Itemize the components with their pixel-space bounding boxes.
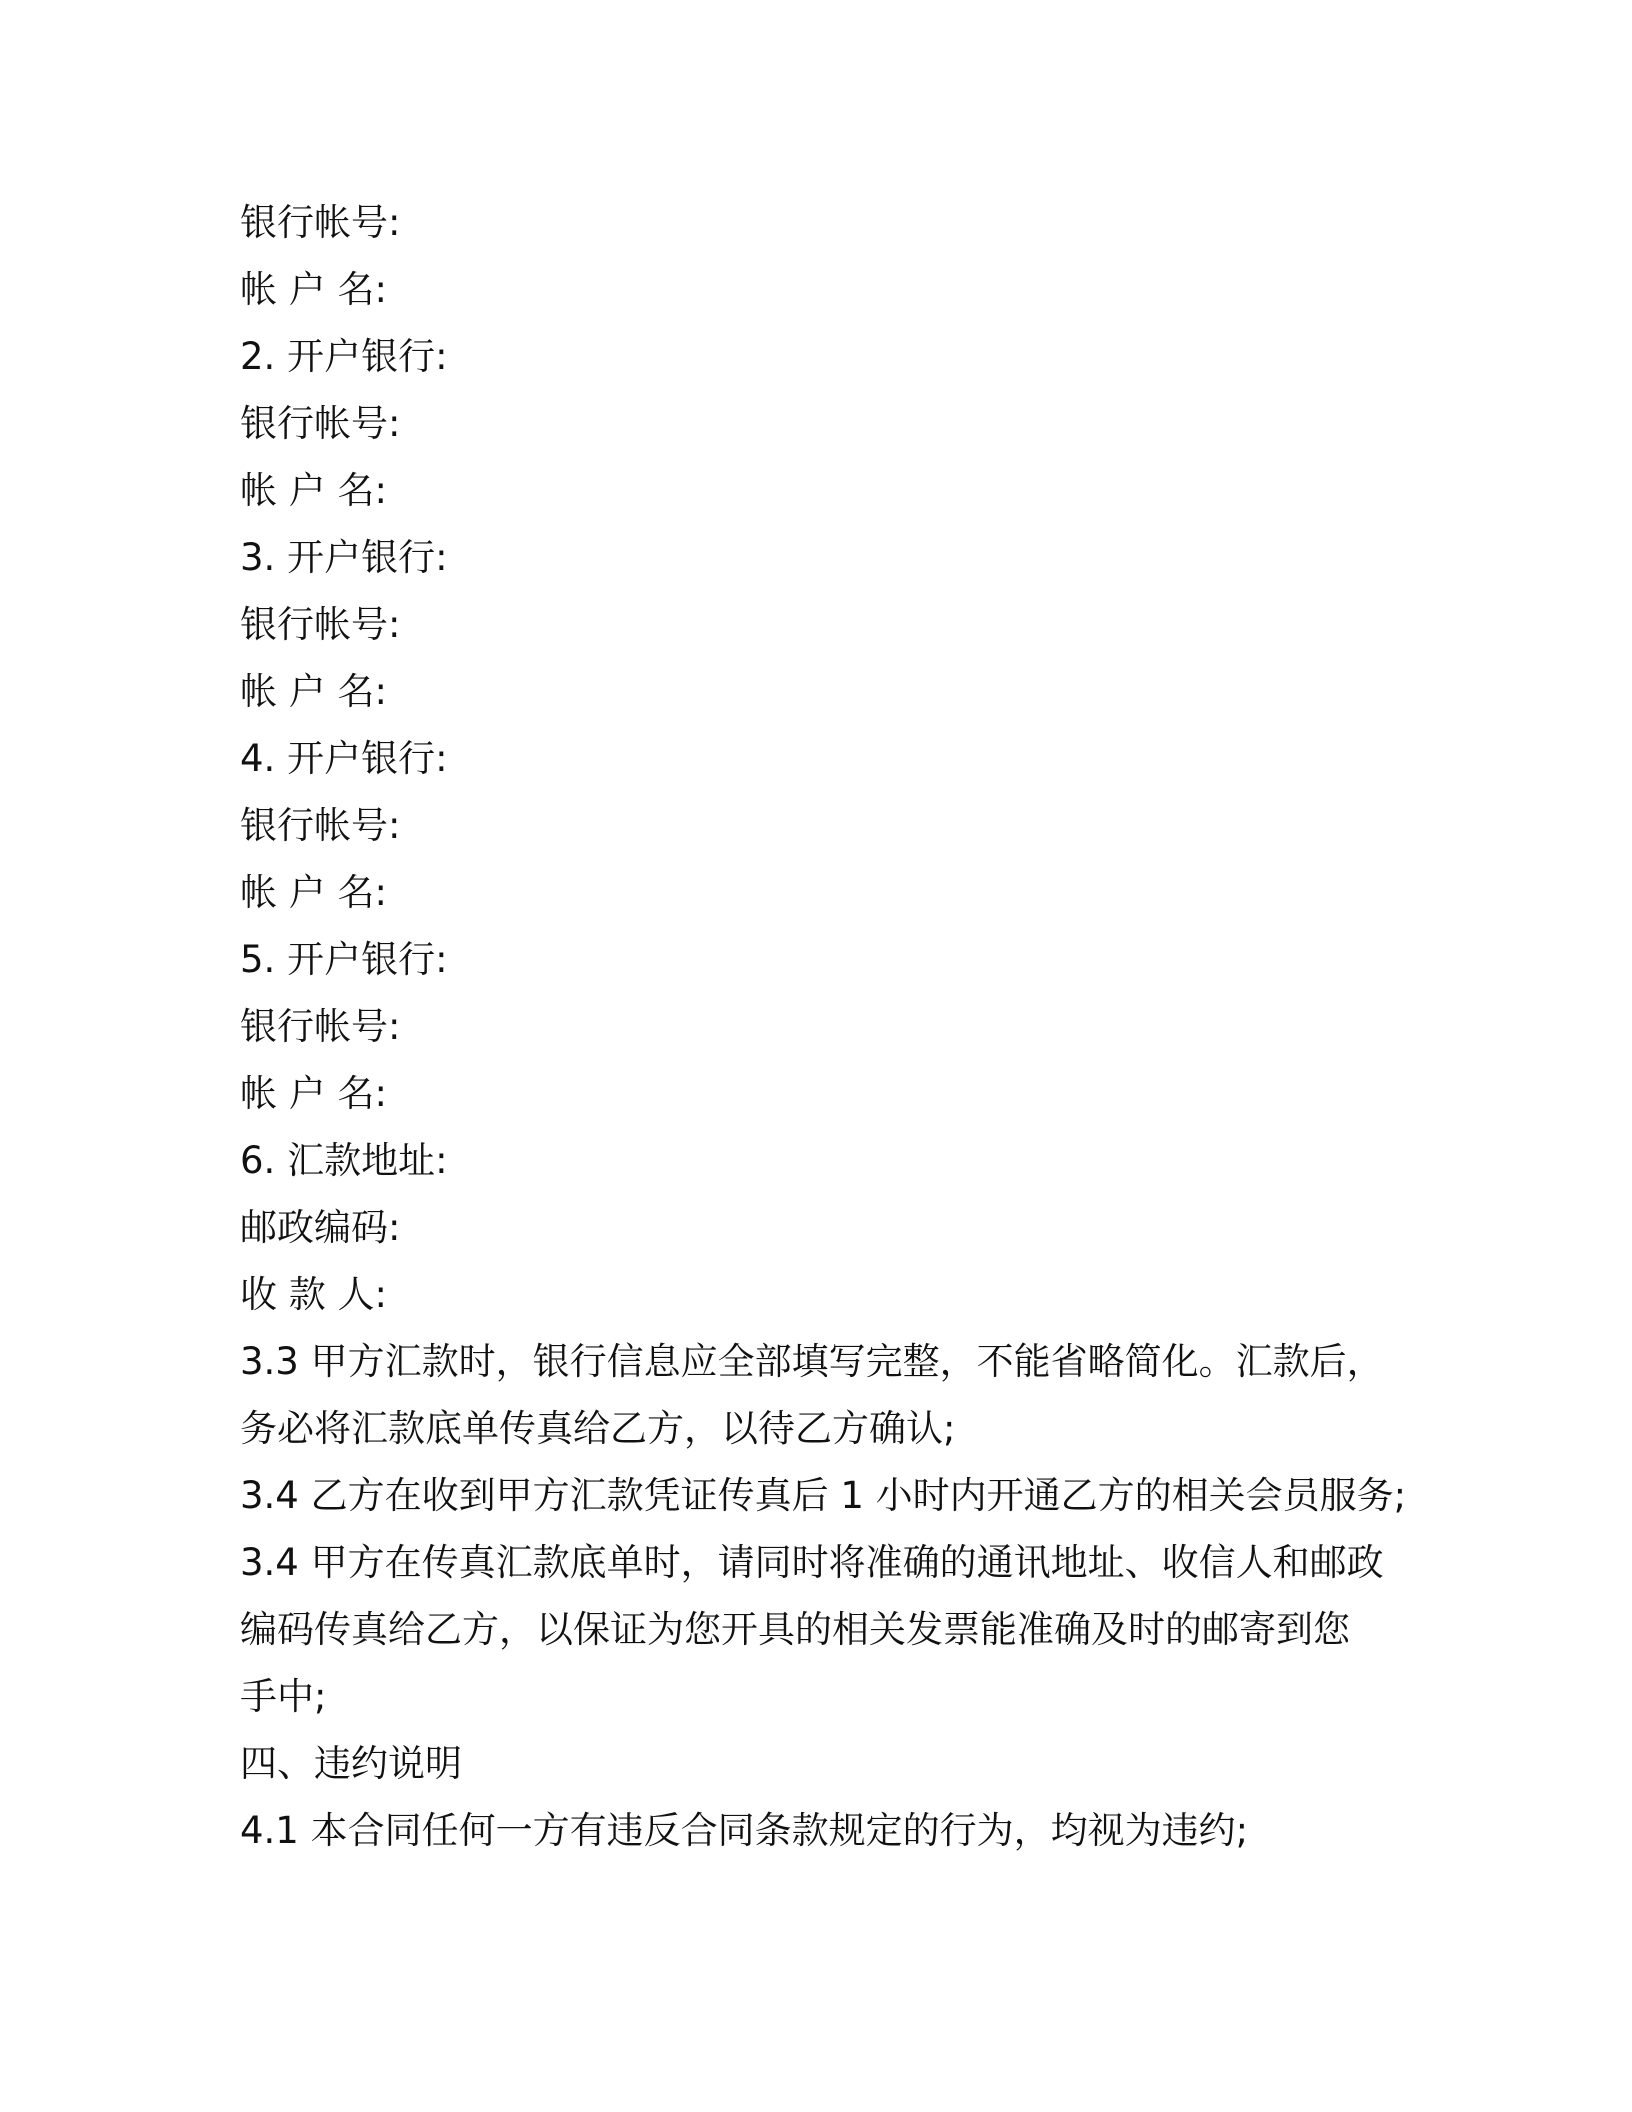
bank-account-label-4: 银行帐号: [240, 804, 401, 847]
clause-3-3-line-2: 务必将汇款底单传真给乙方，以待乙方确认; [240, 1407, 956, 1450]
account-name-label-4: 帐 户 名: [240, 871, 387, 914]
clause-3-4-b-line-2: 编码传真给乙方，以保证为您开具的相关发票能准确及时的邮寄到您 [240, 1608, 1350, 1651]
account-name-label-1: 帐 户 名: [240, 268, 387, 311]
clause-3-4-a: 3.4 乙方在收到甲方汇款凭证传真后 1 小时内开通乙方的相关会员服务; [240, 1474, 1407, 1517]
document-body [240, 189, 1420, 1864]
clause-3-3-line-1: 3.3 甲方汇款时，银行信息应全部填写完整，不能省略简化。汇款后， [240, 1340, 1384, 1383]
opening-bank-label-4: 4. 开户银行: [240, 737, 448, 780]
opening-bank-label-3: 3. 开户银行: [240, 536, 448, 579]
bank-account-label-5: 银行帐号: [240, 1005, 401, 1048]
bank-account-label-2: 银行帐号: [240, 402, 401, 445]
clause-4-1: 4.1 本合同任何一方有违反合同条款规定的行为，均视为违约; [240, 1809, 1249, 1852]
account-name-label-3: 帐 户 名: [240, 670, 387, 713]
opening-bank-label-5: 5. 开户银行: [240, 938, 448, 981]
clause-3-4-b-line-1: 3.4 甲方在传真汇款底单时，请同时将准确的通讯地址、收信人和邮政 [240, 1541, 1384, 1584]
account-name-label-5: 帐 户 名: [240, 1072, 387, 1115]
remittance-address-label: 6. 汇款地址: [240, 1139, 448, 1182]
opening-bank-label-2: 2. 开户银行: [240, 335, 448, 378]
payee-label: 收 款 人: [240, 1273, 387, 1316]
section-4-heading: 四、违约说明 [240, 1742, 462, 1785]
bank-account-label-1: 银行帐号: [240, 201, 401, 244]
clause-3-4-b-line-3: 手中; [240, 1675, 327, 1718]
postal-code-label: 邮政编码: [240, 1206, 401, 1249]
bank-account-label-3: 银行帐号: [240, 603, 401, 646]
account-name-label-2: 帐 户 名: [240, 469, 387, 512]
